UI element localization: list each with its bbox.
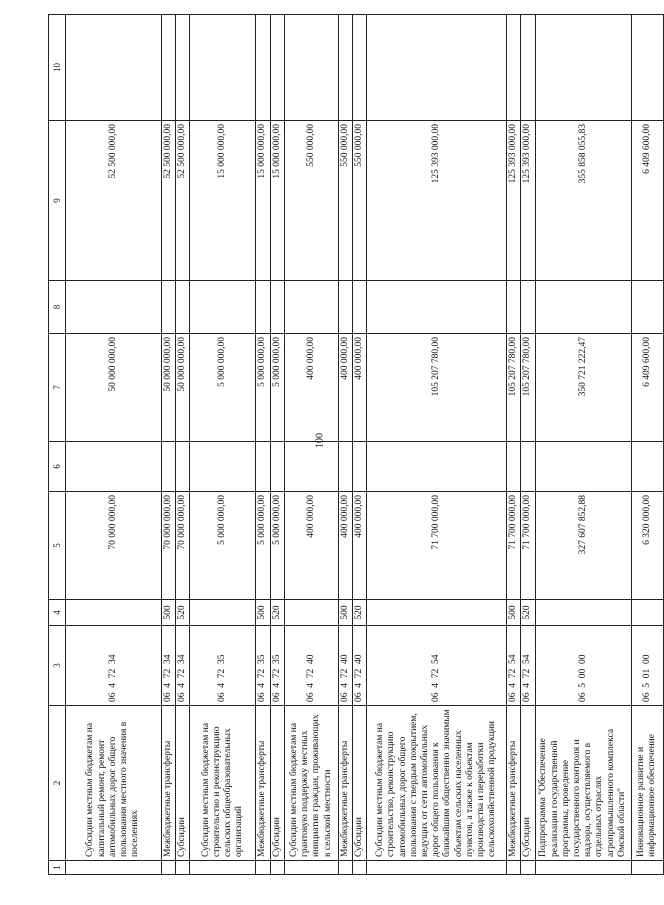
row-c7: 50 000 000,00 — [176, 334, 190, 442]
row-name: Субсидии — [176, 706, 190, 861]
row-c9: 125 393 000,00 — [507, 121, 521, 281]
table-row — [66, 15, 162, 875]
row-c5: 71 700 000,00 — [367, 492, 507, 600]
rotated-table-wrapper — [48, 15, 658, 875]
row-vr — [535, 600, 631, 626]
table-row — [270, 15, 284, 875]
index-cell — [270, 861, 284, 875]
row-c9: 52 500 000,00 — [176, 121, 190, 281]
index-cell — [521, 861, 535, 875]
row-code: 06 4 72 34 — [66, 626, 162, 706]
row-c9: 125 393 000,00 — [521, 121, 535, 281]
row-c7: 400 000,00 — [338, 334, 352, 442]
row-c5: 5 000 000,00 — [256, 492, 270, 600]
row-c6 — [507, 442, 521, 492]
row-c5: 400 000,00 — [284, 492, 338, 600]
row-name: Субсидии местным бюджетам на грантовую поддержку местных инициатив граждан, проживающих в сельской местности — [284, 706, 338, 861]
table-row — [535, 15, 631, 875]
row-c6 — [521, 442, 535, 492]
row-vr — [284, 600, 338, 626]
row-vr: 520 — [176, 600, 190, 626]
row-c9: 15 000 000,00 — [190, 121, 256, 281]
row-c10 — [256, 15, 270, 121]
row-c7: 5 000 000,00 — [270, 334, 284, 442]
table-row — [367, 15, 507, 875]
row-c6 — [162, 442, 176, 492]
header-cell: 4 — [49, 600, 66, 626]
row-c6 — [270, 442, 284, 492]
row-name: Субсидии — [353, 706, 367, 861]
row-name: Подпрограмма "Обеспечение реализации государственной программы, проведение государственного контроля и надзора, осуществляемого в отдельных отраслях агропромышленного комплекса Омской области" — [535, 706, 631, 861]
row-c10 — [353, 15, 367, 121]
row-c6 — [535, 442, 631, 492]
row-c10 — [631, 15, 663, 121]
table-row — [507, 15, 521, 875]
row-code: 06 4 72 54 — [507, 626, 521, 706]
row-c5: 327 607 852,88 — [535, 492, 631, 600]
index-cell — [535, 861, 631, 875]
row-vr: 500 — [338, 600, 352, 626]
row-c8 — [176, 281, 190, 334]
row-c5: 71 700 000,00 — [507, 492, 521, 600]
row-c8 — [353, 281, 367, 334]
row-c9: 6 409 600,00 — [631, 121, 663, 281]
row-vr — [367, 600, 507, 626]
table-row — [284, 15, 338, 875]
row-c5: 71 700 000,00 — [521, 492, 535, 600]
row-c10 — [176, 15, 190, 121]
row-c6 — [190, 442, 256, 492]
row-c10 — [338, 15, 352, 121]
row-code: 06 4 72 40 — [284, 626, 338, 706]
row-c5: 70 000 000,00 — [66, 492, 162, 600]
index-cell — [338, 861, 352, 875]
row-c9: 52 500 000,00 — [66, 121, 162, 281]
row-c10 — [66, 15, 162, 121]
budget-table — [48, 14, 664, 875]
row-vr: 500 — [507, 600, 521, 626]
table-row — [353, 15, 367, 875]
row-c6 — [353, 442, 367, 492]
row-vr — [190, 600, 256, 626]
row-name: Межбюджетные трансферты — [162, 706, 176, 861]
table-row — [338, 15, 352, 875]
index-cell — [631, 861, 663, 875]
page-number: 100 — [314, 433, 326, 448]
row-c8 — [507, 281, 521, 334]
row-name: Межбюджетные трансферты — [338, 706, 352, 861]
row-c9: 550 000,00 — [284, 121, 338, 281]
row-c10 — [367, 15, 507, 121]
row-c6 — [176, 442, 190, 492]
row-c10 — [162, 15, 176, 121]
row-name: Субсидии местным бюджетам на строительство и реконструкцию сельских общеобразовательных организаций — [190, 706, 256, 861]
row-name: Субсидии местным бюджетам на строительство, реконструкцию автомобильных дорог общего пользования с твердым покрытием, ведущих от сети автомобильных дорог общего пользования к ближайшим общественно значимым объектам сельских населенных пунктов, а также к объектам производства и переработки сельскохозяйственной продукции — [367, 706, 507, 861]
row-code: 06 4 72 35 — [190, 626, 256, 706]
row-c5: 5 000 000,00 — [190, 492, 256, 600]
row-c10 — [284, 15, 338, 121]
index-cell — [353, 861, 367, 875]
row-code: 06 4 72 35 — [270, 626, 284, 706]
header-row — [49, 15, 66, 875]
row-vr: 520 — [521, 600, 535, 626]
row-code: 06 4 72 34 — [162, 626, 176, 706]
row-c7: 5 000 000,00 — [190, 334, 256, 442]
row-c7: 50 000 000,00 — [162, 334, 176, 442]
index-cell — [256, 861, 270, 875]
row-c5: 6 320 000,00 — [631, 492, 663, 600]
row-c7: 105 207 780,00 — [367, 334, 507, 442]
header-cell: 6 — [49, 442, 66, 492]
row-code: 06 4 72 40 — [338, 626, 352, 706]
row-name: Межбюджетные трансферты — [256, 706, 270, 861]
table-row — [256, 15, 270, 875]
header-cell: 8 — [49, 281, 66, 334]
row-c6 — [631, 442, 663, 492]
row-c9: 15 000 000,00 — [270, 121, 284, 281]
row-c5: 70 000 000,00 — [176, 492, 190, 600]
row-c7: 350 721 222,47 — [535, 334, 631, 442]
row-code: 06 4 72 54 — [521, 626, 535, 706]
row-c9: 550 000,00 — [338, 121, 352, 281]
row-c5: 70 000 000,00 — [162, 492, 176, 600]
row-code: 06 4 72 54 — [367, 626, 507, 706]
row-c7: 50 000 000,00 — [66, 334, 162, 442]
header-cell: 7 — [49, 334, 66, 442]
row-code: 06 4 72 34 — [176, 626, 190, 706]
row-code: 06 4 72 40 — [353, 626, 367, 706]
row-c7: 5 000 000,00 — [256, 334, 270, 442]
table-row — [162, 15, 176, 875]
index-cell — [66, 861, 162, 875]
row-c8 — [338, 281, 352, 334]
row-vr — [631, 600, 663, 626]
row-name: Межбюджетные трансферты — [507, 706, 521, 861]
row-c10 — [190, 15, 256, 121]
row-vr: 500 — [162, 600, 176, 626]
row-c7: 6 409 600,00 — [631, 334, 663, 442]
row-vr: 520 — [353, 600, 367, 626]
row-c5: 5 000 000,00 — [270, 492, 284, 600]
row-c7: 105 207 780,00 — [521, 334, 535, 442]
row-vr: 520 — [270, 600, 284, 626]
row-name: Инновационное развитие и информационное обеспечение — [631, 706, 663, 861]
row-c8 — [66, 281, 162, 334]
index-cell — [507, 861, 521, 875]
header-cell: 1 — [49, 861, 66, 875]
row-c9: 15 000 000,00 — [256, 121, 270, 281]
header-cell: 2 — [49, 706, 66, 861]
row-c10 — [535, 15, 631, 121]
row-code: 06 4 72 35 — [256, 626, 270, 706]
row-c7: 400 000,00 — [353, 334, 367, 442]
row-code: 06 5 01 00 — [631, 626, 663, 706]
row-name: Субсидии — [521, 706, 535, 861]
table-row — [521, 15, 535, 875]
row-c6 — [256, 442, 270, 492]
row-c8 — [284, 281, 338, 334]
index-cell — [190, 861, 256, 875]
table-row — [176, 15, 190, 875]
header-cell: 9 — [49, 121, 66, 281]
index-cell — [284, 861, 338, 875]
row-c8 — [367, 281, 507, 334]
row-c8 — [190, 281, 256, 334]
row-c5: 400 000,00 — [353, 492, 367, 600]
row-c6 — [338, 442, 352, 492]
row-c9: 355 858 055,83 — [535, 121, 631, 281]
header-cell: 5 — [49, 492, 66, 600]
row-c6 — [367, 442, 507, 492]
index-cell — [176, 861, 190, 875]
row-c9: 125 393 000,00 — [367, 121, 507, 281]
table-row — [190, 15, 256, 875]
row-c8 — [631, 281, 663, 334]
row-vr — [66, 600, 162, 626]
index-cell — [162, 861, 176, 875]
row-c8 — [535, 281, 631, 334]
index-cell — [367, 861, 507, 875]
row-vr: 500 — [256, 600, 270, 626]
row-name: Субсидии — [270, 706, 284, 861]
row-c9: 52 500 000,00 — [162, 121, 176, 281]
table-row — [631, 15, 663, 875]
row-c7: 400 000,00 — [284, 334, 338, 442]
header-cell: 10 — [49, 15, 66, 121]
row-c8 — [270, 281, 284, 334]
row-c9: 550 000,00 — [353, 121, 367, 281]
header-cell: 3 — [49, 626, 66, 706]
row-c8 — [256, 281, 270, 334]
row-c8 — [162, 281, 176, 334]
row-c7: 105 207 780,00 — [507, 334, 521, 442]
row-code: 06 5 00 00 — [535, 626, 631, 706]
row-name: Субсидии местным бюджетам на капитальный ремонт, ремонт автомобильных дорог общего пользования местного значения в поселениях — [66, 706, 162, 861]
row-c10 — [507, 15, 521, 121]
row-c8 — [521, 281, 535, 334]
row-c6 — [284, 442, 338, 492]
row-c10 — [270, 15, 284, 121]
row-c6 — [66, 442, 162, 492]
row-c5: 400 000,00 — [338, 492, 352, 600]
row-c10 — [521, 15, 535, 121]
